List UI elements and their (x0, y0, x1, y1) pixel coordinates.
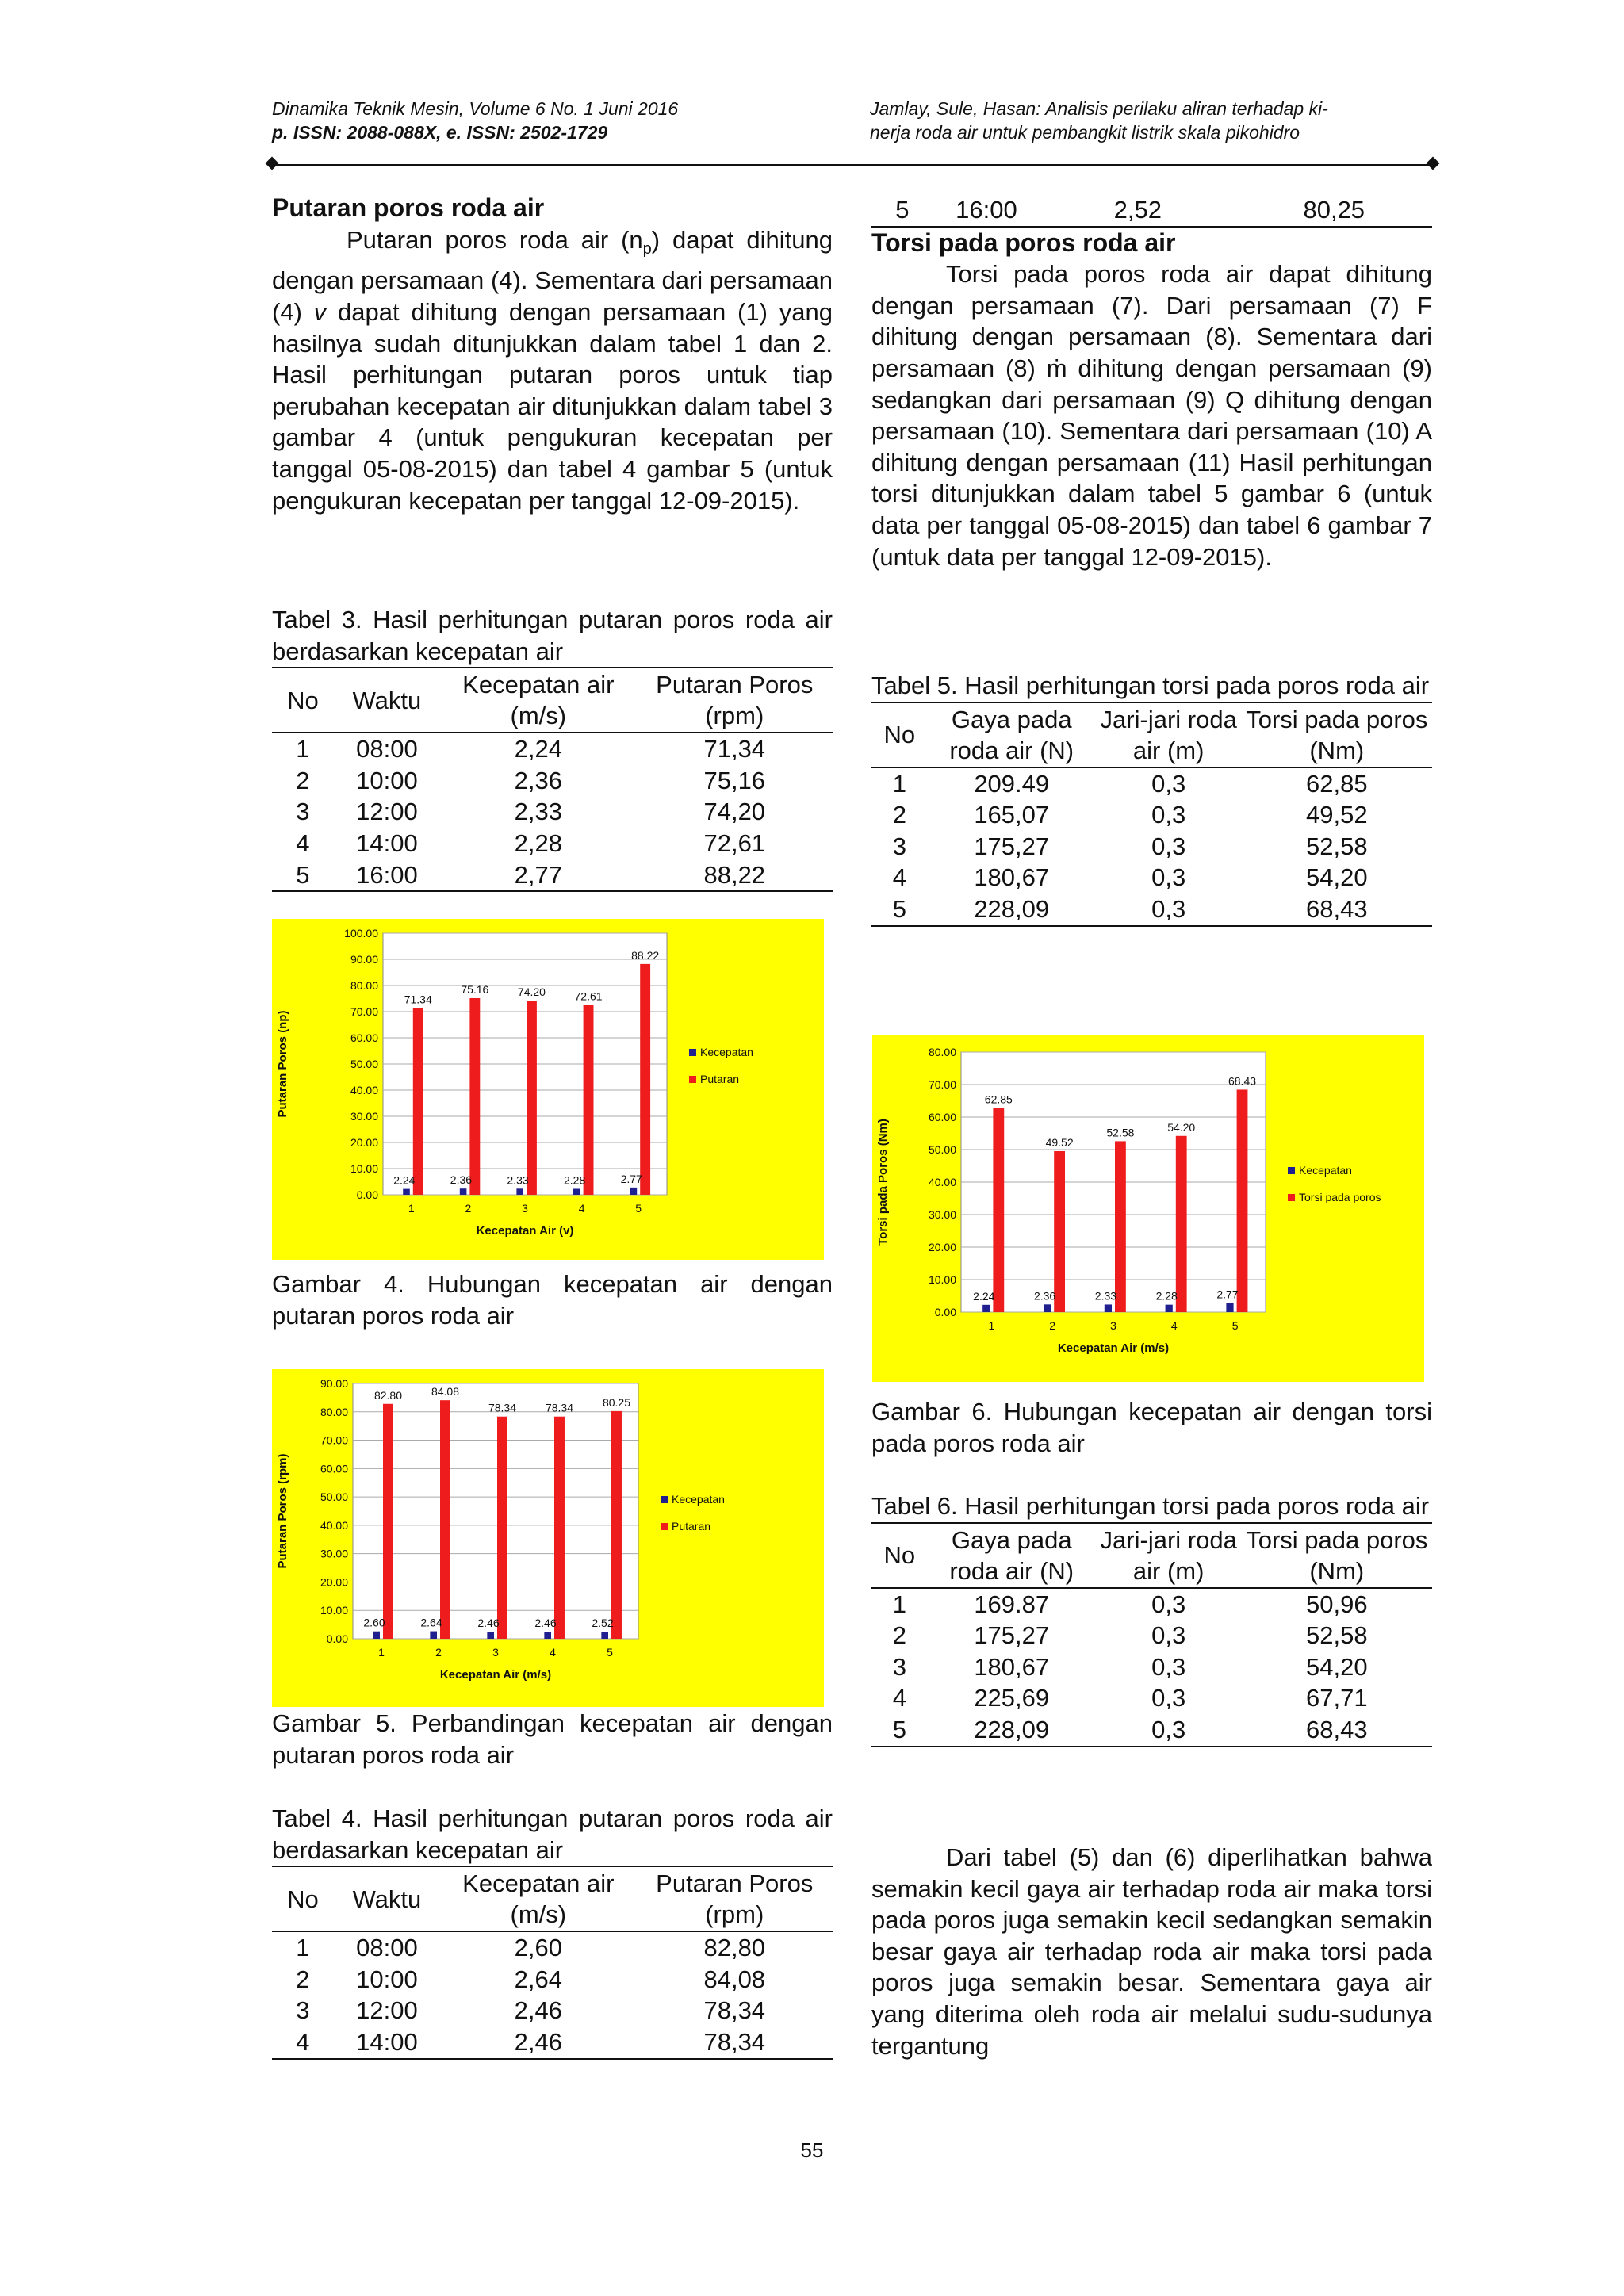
table3-cell: 2,33 (514, 798, 562, 826)
para-text-b: ) dapat dihitung dengan persamaan (4). Sementara dari persamaan (4) (272, 225, 833, 326)
x-axis-label: Kecepatan Air (m/s) (439, 1668, 552, 1682)
data-label-second-series: 68.43 (1228, 1074, 1257, 1088)
x-tick-label: 5 (607, 1646, 613, 1659)
table6-cell: 68,43 (1242, 1714, 1432, 1747)
data-label-second-series: 80.25 (602, 1395, 631, 1409)
bar-second-series (413, 1008, 423, 1195)
journal-info: Dinamika Teknik Mesin, Volume 6 No. 1 Juni 2016 (272, 98, 679, 119)
y-axis-label: Putaran Poros (rpm) (276, 1453, 289, 1569)
bar-kecepatan (1105, 1304, 1112, 1312)
table6-row (871, 1588, 1432, 1621)
paragraph-putaran (272, 224, 833, 517)
table6-body (871, 1588, 1432, 1747)
table6-cell: 67,71 (1306, 1684, 1368, 1712)
legend-swatch (1288, 1194, 1295, 1201)
x-axis-label: Kecepatan Air (m/s) (1057, 1341, 1170, 1355)
data-label-second-series: 52.58 (1106, 1126, 1135, 1139)
issn-info: p. ISSN: 2088-088X, e. ISSN: 2502-1729 (272, 122, 608, 143)
table3-cell: 72,61 (703, 828, 766, 857)
para-subscript: p (642, 239, 652, 258)
table6-row (871, 1682, 1432, 1714)
table4-cell: 2 (296, 1965, 310, 1993)
bar-second-series (611, 1411, 622, 1639)
table3-cell: 75,16 (703, 766, 766, 794)
table3-header-putaran: Putaran Poros (rpm) (637, 668, 833, 733)
table5-cell: 180,67 (974, 863, 1050, 892)
x-tick-label: 2 (1049, 1319, 1056, 1332)
table3-row (272, 828, 833, 859)
legend-label: Torsi pada poros (1299, 1191, 1381, 1203)
section-heading-putaran: Putaran poros roda air (272, 193, 545, 222)
table4-cell: 08:00 (356, 1934, 418, 1962)
rule-left-ornament (266, 157, 279, 170)
table4-header-putaran: Putaran Poros (rpm) (637, 1866, 833, 1931)
data-label-second-series: 74.20 (517, 985, 546, 999)
data-label-kecepatan: 2.28 (1155, 1289, 1178, 1303)
table6-cell: 50,96 (1306, 1590, 1368, 1618)
table6-cell: 228,09 (928, 1714, 1096, 1747)
y-tick-label: 70.00 (320, 1433, 348, 1447)
table3-cell: 3 (296, 798, 310, 826)
table5-cell: 165,07 (974, 801, 1050, 829)
table6-row (871, 1714, 1432, 1747)
table6-cell: 54,20 (1306, 1652, 1368, 1681)
y-tick-label: 0.00 (356, 1188, 378, 1201)
table4-row (272, 1995, 833, 2026)
x-axis-label: Kecepatan Air (v) (476, 1224, 574, 1238)
table3-row (272, 765, 833, 797)
table3-cell: 10:00 (356, 766, 418, 794)
table4-header-no: No (272, 1866, 334, 1931)
bar-kecepatan (544, 1632, 551, 1639)
data-label-second-series: 72.61 (574, 989, 603, 1003)
para-text-c: dapat dihitung dengan persamaan (1) yang hasilnya sudah ditunjukkan dalam tabel 1 dan 2. Hasil perhitungan putaran poros untuk tiap perubahan kecepatan air ditunjukkan dalam tabel 3 gambar 4 (untuk pengukuran kecepatan per tanggal 05-08-2015) dan tabel 4 gambar 5 (untuk pengukuran kecepatan per tanggal 12-09-2015). (272, 297, 833, 515)
paragraph-conclusion: Dari tabel (5) dan (6) diperlihatkan bahwa semakin kecil gaya air terhadap roda air maka torsi pada poros juga semakin kecil sedangkan semakin besar gaya air terhadap roda air maka torsi pada poros juga semakin besar. Sementara gaya air yang diterima oleh roda air melalui sudu-sudunya tergantung (871, 1843, 1432, 2060)
legend-swatch (661, 1496, 668, 1503)
data-label-second-series: 75.16 (461, 982, 489, 996)
data-label-second-series: 62.85 (984, 1093, 1013, 1106)
bar-kecepatan (982, 1305, 990, 1312)
table6-cell: 0,3 (1151, 1684, 1186, 1712)
plot-area (353, 1383, 638, 1639)
table4-cell: 78,34 (637, 2026, 833, 2059)
data-label-kecepatan: 2.24 (973, 1289, 995, 1303)
table5-cell: 0,3 (1151, 769, 1186, 798)
table5-caption: Tabel 5. Hasil perhitungan torsi pada poros roda air (871, 672, 1430, 699)
table4-caption: Tabel 4. Hasil perhitungan putaran poros roda air berdasarkan kecepatan air (272, 1804, 833, 1864)
table3-cell: 12:00 (356, 798, 418, 826)
table4-cell: 10:00 (356, 1965, 418, 1993)
table4-cell: 4 (272, 2026, 334, 2059)
table4-body (272, 1931, 833, 2058)
bar-kecepatan (516, 1188, 523, 1195)
table6-cell: 0,3 (1151, 1652, 1186, 1681)
table4 (272, 1866, 833, 2059)
y-tick-label: 30.00 (928, 1208, 956, 1221)
data-label-kecepatan: 2.77 (1216, 1288, 1239, 1301)
data-label-second-series: 88.22 (631, 948, 660, 962)
data-label-second-series: 54.20 (1167, 1120, 1196, 1134)
bar-second-series (440, 1400, 450, 1639)
data-label-kecepatan: 2.64 (420, 1616, 442, 1629)
bar-kecepatan (430, 1632, 437, 1639)
bar-second-series (1176, 1136, 1187, 1312)
y-tick-label: 100.00 (344, 927, 378, 939)
table6-block (871, 1490, 1432, 1747)
y-tick-label: 60.00 (350, 1031, 378, 1044)
y-tick-label: 20.00 (320, 1575, 348, 1589)
table4-row (272, 2026, 833, 2059)
table6-cell: 2 (892, 1621, 906, 1650)
table5-header-torsi: Torsi pada poros (Nm) (1242, 702, 1432, 767)
section-heading-torsi: Torsi pada poros roda air (871, 228, 1176, 257)
y-tick-label: 90.00 (350, 953, 378, 966)
bar-kecepatan (573, 1188, 580, 1195)
data-label-kecepatan: 2.36 (1033, 1289, 1056, 1303)
table6-cell: 52,58 (1306, 1621, 1368, 1650)
legend-label: Kecepatan (672, 1493, 725, 1506)
data-label-kecepatan: 2.33 (1094, 1289, 1117, 1303)
table3-row (272, 733, 833, 765)
table6-header-torsi: Torsi pada poros (Nm) (1242, 1523, 1432, 1588)
table3-cell: 74,20 (703, 798, 766, 826)
table3-cell: 4 (296, 828, 310, 857)
table5-cell: 54,20 (1306, 863, 1368, 892)
table4-cell: 2,46 (514, 1996, 562, 2025)
y-tick-label: 10.00 (928, 1273, 956, 1286)
figure5-caption: Gambar 5. Perbandingan kecepatan air dengan putaran poros roda air (272, 1709, 833, 1769)
table4-cell: 2,46 (440, 2026, 636, 2059)
table6-cell: 0,3 (1151, 1621, 1186, 1650)
y-tick-label: 70.00 (928, 1078, 956, 1091)
table5-cell: 0,3 (1151, 801, 1186, 829)
bar-kecepatan (601, 1632, 608, 1639)
y-tick-label: 20.00 (928, 1241, 956, 1253)
bar-second-series (383, 1404, 393, 1639)
y-tick-label: 80.00 (320, 1405, 348, 1418)
table6-cell: 3 (892, 1652, 906, 1681)
y-tick-label: 40.00 (320, 1518, 348, 1532)
figure6-caption: Gambar 6. Hubungan kecepatan air dengan torsi pada poros roda air (871, 1398, 1432, 1457)
y-tick-label: 40.00 (350, 1084, 378, 1096)
y-tick-label: 80.00 (928, 1046, 956, 1058)
y-tick-label: 30.00 (320, 1547, 348, 1560)
table3-row (272, 859, 833, 892)
cell: 80,25 (1236, 194, 1432, 227)
data-label-kecepatan: 2.46 (534, 1617, 557, 1630)
table4-cell: 78,34 (703, 1996, 766, 2025)
y-tick-label: 0.00 (326, 1632, 348, 1645)
x-tick-label: 2 (435, 1646, 442, 1659)
x-tick-label: 4 (550, 1646, 556, 1659)
table4-header-kecepatan: Kecepatan air (m/s) (440, 1866, 636, 1931)
para-italic-v: v (313, 297, 327, 326)
data-label-second-series: 78.34 (488, 1401, 517, 1414)
rule-right-ornament (1427, 157, 1440, 170)
left-column-text (272, 193, 833, 516)
data-label-second-series: 71.34 (404, 993, 432, 1006)
table3-header-no: No (272, 668, 334, 733)
table3-block (272, 604, 833, 892)
table5-body (871, 767, 1432, 926)
data-label-kecepatan: 2.36 (450, 1173, 473, 1187)
table3-cell: 2,24 (514, 735, 562, 763)
running-header-right (870, 97, 1328, 144)
data-label-kecepatan: 2.52 (592, 1616, 614, 1629)
bar-kecepatan (630, 1188, 638, 1195)
table4-header-waktu: Waktu (334, 1866, 440, 1931)
table4-cell: 12:00 (356, 1996, 418, 2025)
bar-second-series (554, 1417, 565, 1639)
table3-cell: 16:00 (334, 859, 440, 892)
table4-cell: 1 (296, 1934, 310, 1962)
table5-block (871, 670, 1432, 927)
table4-block (272, 1803, 833, 2060)
bar-second-series (497, 1417, 508, 1639)
table5-cell: 62,85 (1306, 769, 1368, 798)
data-label-second-series: 82.80 (373, 1388, 403, 1402)
bar-second-series (584, 1004, 594, 1195)
table6-cell: 4 (892, 1684, 906, 1712)
data-label-second-series: 49.52 (1045, 1135, 1074, 1149)
bar-second-series (993, 1108, 1004, 1312)
bar-kecepatan (460, 1188, 467, 1195)
bar-kecepatan (403, 1189, 410, 1195)
y-tick-label: 20.00 (350, 1136, 378, 1149)
table3-header-waktu: Waktu (334, 668, 440, 733)
table6-header-no: No (871, 1523, 928, 1588)
table5-row (871, 767, 1432, 800)
x-tick-label: 1 (988, 1319, 995, 1332)
running-header-left (272, 97, 678, 144)
x-tick-label: 4 (578, 1202, 585, 1215)
table5-cell: 52,58 (1306, 832, 1368, 860)
table4-cell: 2,60 (514, 1934, 562, 1962)
table5-cell: 0,3 (1151, 832, 1186, 860)
page-number: 55 (800, 2138, 824, 2162)
table3-caption: Tabel 3. Hasil perhitungan putaran poros roda air berdasarkan kecepatan air (272, 606, 833, 665)
cell: 16:00 (933, 194, 1040, 227)
data-label-kecepatan: 2.28 (564, 1173, 586, 1187)
table4-continued (871, 194, 1432, 228)
y-tick-label: 50.00 (320, 1490, 348, 1504)
x-tick-label: 3 (1110, 1319, 1116, 1332)
y-tick-label: 10.00 (350, 1162, 378, 1175)
table5-header-gaya: Gaya pada roda air (N) (928, 702, 1096, 767)
bar-kecepatan (373, 1632, 380, 1639)
legend-label: Kecepatan (1299, 1164, 1352, 1177)
table6-cell: 180,67 (974, 1652, 1050, 1681)
x-tick-label: 3 (522, 1202, 528, 1215)
table4-cell: 84,08 (703, 1965, 766, 1993)
table5-row (871, 862, 1432, 894)
table6-header-jari: Jari-jari roda air (m) (1096, 1523, 1242, 1588)
y-tick-label: 80.00 (350, 979, 378, 992)
table5-cell: 3 (892, 832, 906, 860)
fig6-caption-block (871, 1396, 1432, 1459)
x-tick-label: 4 (1170, 1319, 1178, 1332)
table5 (871, 702, 1432, 927)
legend-swatch (689, 1076, 696, 1083)
data-label-kecepatan: 2.77 (620, 1172, 642, 1185)
header-rule (272, 164, 1434, 166)
table5-row (871, 799, 1432, 831)
para-text-a: Putaran poros roda air (n (347, 225, 643, 254)
paragraph-torsi: Torsi pada poros roda air dapat dihitung dengan persamaan (7). Dari persamaan (7) F dihitung dengan persamaan (8). Sementara dari persamaan (8) ṁ dihitung dengan persamaan (9) sedangkan dari persamaan (9) Q dihitung dengan persamaan (10). Sementara dari persamaan (10) A dihitung dengan persamaan (11) Hasil perhitungan torsi ditunjukkan dalam tabel 5 gambar 6 (untuk data per tanggal 05-08-2015) dan tabel 6 gambar 7 (untuk data per tanggal 12-09-2015). (871, 260, 1432, 571)
table5-cell: 0,3 (1096, 894, 1242, 926)
table6-row (871, 1651, 1432, 1683)
x-tick-label: 2 (465, 1202, 472, 1215)
bar-kecepatan (487, 1632, 494, 1639)
table4-cell: 3 (296, 1996, 310, 2025)
chart-gambar-6 (872, 1035, 1424, 1382)
bar-second-series (1115, 1141, 1126, 1312)
table3 (272, 667, 833, 892)
legend-swatch (689, 1049, 696, 1056)
legend-label: Putaran (672, 1520, 711, 1533)
table6-header-gaya: Gaya pada roda air (N) (928, 1523, 1096, 1588)
bar-kecepatan (1166, 1305, 1173, 1312)
table6-cell: 225,69 (974, 1684, 1050, 1712)
table6-cell: 5 (871, 1714, 928, 1747)
table5-header-no: No (871, 702, 928, 767)
y-tick-label: 10.00 (320, 1604, 348, 1617)
data-label-second-series: 84.08 (431, 1385, 460, 1399)
table4-row-5 (871, 194, 1432, 227)
table4-row (272, 1964, 833, 1996)
table3-cell: 5 (272, 859, 334, 892)
table3-cell: 2 (296, 766, 310, 794)
x-tick-label: 1 (378, 1646, 385, 1659)
cell: 2,52 (1040, 194, 1235, 227)
table4-cell: 14:00 (334, 2026, 440, 2059)
table5-cell: 209.49 (974, 769, 1050, 798)
table3-cell: 71,34 (703, 735, 766, 763)
table5-cell: 0,3 (1151, 863, 1186, 892)
legend-swatch (661, 1523, 668, 1530)
x-tick-label: 1 (408, 1202, 415, 1215)
table4-row (272, 1931, 833, 1964)
y-tick-label: 40.00 (928, 1176, 956, 1188)
data-label-kecepatan: 2.33 (507, 1173, 529, 1187)
table6-row (871, 1620, 1432, 1651)
table3-row (272, 796, 833, 828)
article-authors-title-line1: Jamlay, Sule, Hasan: Analisis perilaku aliran terhadap ki- (870, 98, 1328, 119)
table6-cell: 0,3 (1151, 1590, 1186, 1618)
figure4-caption: Gambar 4. Hubungan kecepatan air dengan putaran poros roda air (272, 1270, 833, 1330)
table5-cell: 2 (892, 801, 906, 829)
chart-gambar-5 (272, 1369, 824, 1707)
table5-cell: 5 (871, 894, 928, 926)
right-column-text (871, 194, 1432, 572)
table3-cell: 14:00 (356, 828, 418, 857)
article-authors-title-line2: nerja roda air untuk pembangkit listrik skala pikohidro (870, 122, 1300, 143)
legend-swatch (1288, 1167, 1295, 1174)
table4-cell: 82,80 (703, 1934, 766, 1962)
y-tick-label: 30.00 (350, 1110, 378, 1123)
y-tick-label: 90.00 (320, 1377, 348, 1390)
table6-cell: 0,3 (1096, 1714, 1242, 1747)
table5-cell: 1 (892, 769, 906, 798)
data-label-kecepatan: 2.46 (477, 1617, 500, 1630)
x-tick-label: 5 (635, 1202, 642, 1215)
data-label-kecepatan: 2.60 (363, 1616, 385, 1629)
fig5-caption-block (272, 1708, 833, 1770)
y-axis-label: Torsi pada Poros (Nm) (876, 1119, 890, 1246)
fig4-caption-block (272, 1269, 833, 1331)
table3-cell: 2,36 (514, 766, 562, 794)
y-tick-label: 60.00 (928, 1111, 956, 1123)
data-label-kecepatan: 2.24 (393, 1173, 416, 1187)
table5-cell: 49,52 (1306, 801, 1368, 829)
bar-second-series (1237, 1089, 1248, 1312)
table3-cell: 2,77 (440, 859, 636, 892)
bar-kecepatan (1226, 1303, 1233, 1312)
table3-cell: 08:00 (356, 735, 418, 763)
bar-second-series (1054, 1151, 1065, 1312)
table4-cell: 2,64 (514, 1965, 562, 1993)
y-axis-label: Putaran Poros (np) (276, 1010, 289, 1118)
y-tick-label: 50.00 (928, 1143, 956, 1156)
table5-cell: 175,27 (974, 832, 1050, 860)
legend-label: Putaran (700, 1073, 740, 1085)
table3-cell: 1 (296, 735, 310, 763)
bar-second-series (640, 964, 650, 1195)
bar-kecepatan (1044, 1304, 1051, 1312)
data-label-second-series: 78.34 (545, 1401, 574, 1414)
y-tick-label: 60.00 (320, 1462, 348, 1475)
table5-row (871, 831, 1432, 863)
table5-cell: 68,43 (1242, 894, 1432, 926)
table5-header-jari: Jari-jari roda air (m) (1096, 702, 1242, 767)
cell: 5 (871, 194, 933, 227)
y-tick-label: 70.00 (350, 1005, 378, 1018)
table3-header-kecepatan: Kecepatan air (m/s) (440, 668, 636, 733)
table6 (871, 1522, 1432, 1747)
table5-row (871, 894, 1432, 926)
closing-text (871, 1842, 1432, 2061)
x-tick-label: 3 (492, 1646, 499, 1659)
table5-cell: 4 (892, 863, 906, 892)
table6-cell: 1 (892, 1590, 906, 1618)
table6-cell: 169.87 (974, 1590, 1050, 1618)
chart-gambar-4 (272, 919, 824, 1260)
table6-cell: 175,27 (974, 1621, 1050, 1650)
table3-body (272, 733, 833, 891)
table5-cell: 228,09 (928, 894, 1096, 926)
bar-second-series (527, 1001, 537, 1195)
table3-cell: 2,28 (514, 828, 562, 857)
bar-second-series (469, 998, 480, 1195)
legend-label: Kecepatan (700, 1046, 753, 1058)
y-tick-label: 0.00 (934, 1306, 956, 1318)
table6-caption: Tabel 6. Hasil perhitungan torsi pada poros roda air (871, 1492, 1430, 1520)
table3-cell: 88,22 (637, 859, 833, 892)
x-tick-label: 5 (1231, 1319, 1239, 1332)
y-tick-label: 50.00 (350, 1058, 378, 1070)
